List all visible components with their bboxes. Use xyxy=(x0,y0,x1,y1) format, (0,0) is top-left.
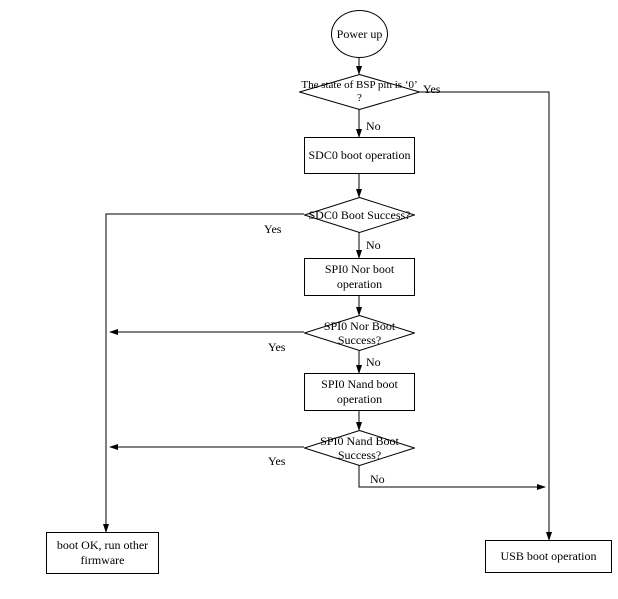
node-spi0-nor-boot-label: SPI0 Nor boot operation xyxy=(324,262,395,291)
node-sdc0-success xyxy=(304,197,415,233)
node-spi0-nand-boot-label: SPI0 Nand boot operation xyxy=(321,377,398,406)
edge-label-nor-no: No xyxy=(366,355,381,369)
node-spi0-nand-success-label: SPI0 Nand Boot Success? xyxy=(320,433,399,462)
node-usb-boot xyxy=(485,540,612,573)
node-sdc0-boot xyxy=(304,137,415,174)
node-usb-boot-label: USB boot operation xyxy=(500,549,597,563)
node-boot-ok xyxy=(46,532,159,574)
node-power-up xyxy=(331,10,388,58)
decision-shape xyxy=(299,74,420,110)
edge-label-nor-yes: Yes xyxy=(268,340,286,354)
node-spi0-nor-boot xyxy=(304,258,415,296)
node-spi0-nand-success xyxy=(304,430,415,466)
node-spi0-nor-success-label: SPI0 Nor Boot Success? xyxy=(323,318,396,347)
node-spi0-nor-success xyxy=(304,315,415,351)
edge-label-bsp-no: No xyxy=(366,119,381,133)
node-bsp-check xyxy=(299,74,420,110)
node-bsp-check-label: The state of BSP pin is ‘0’ ? xyxy=(301,78,418,104)
decision-shape xyxy=(304,315,415,351)
edge-label-nand-no: No xyxy=(370,472,385,486)
edge-label-sdc0-no: No xyxy=(366,238,381,252)
decision-shape xyxy=(304,430,415,466)
edge-label-nand-yes: Yes xyxy=(268,454,286,468)
node-spi0-nand-boot xyxy=(304,373,415,411)
node-boot-ok-label: boot OK, run other firmware xyxy=(56,538,149,567)
node-power-up-label: Power up xyxy=(336,26,383,41)
node-sdc0-boot-label: SDC0 boot operation xyxy=(308,148,411,162)
decision-shape xyxy=(304,197,415,233)
node-sdc0-success-label: SDC0 Boot Success? xyxy=(308,207,411,222)
edge-label-sdc0-yes: Yes xyxy=(264,222,282,236)
edge-label-bsp-yes: Yes xyxy=(423,82,441,96)
